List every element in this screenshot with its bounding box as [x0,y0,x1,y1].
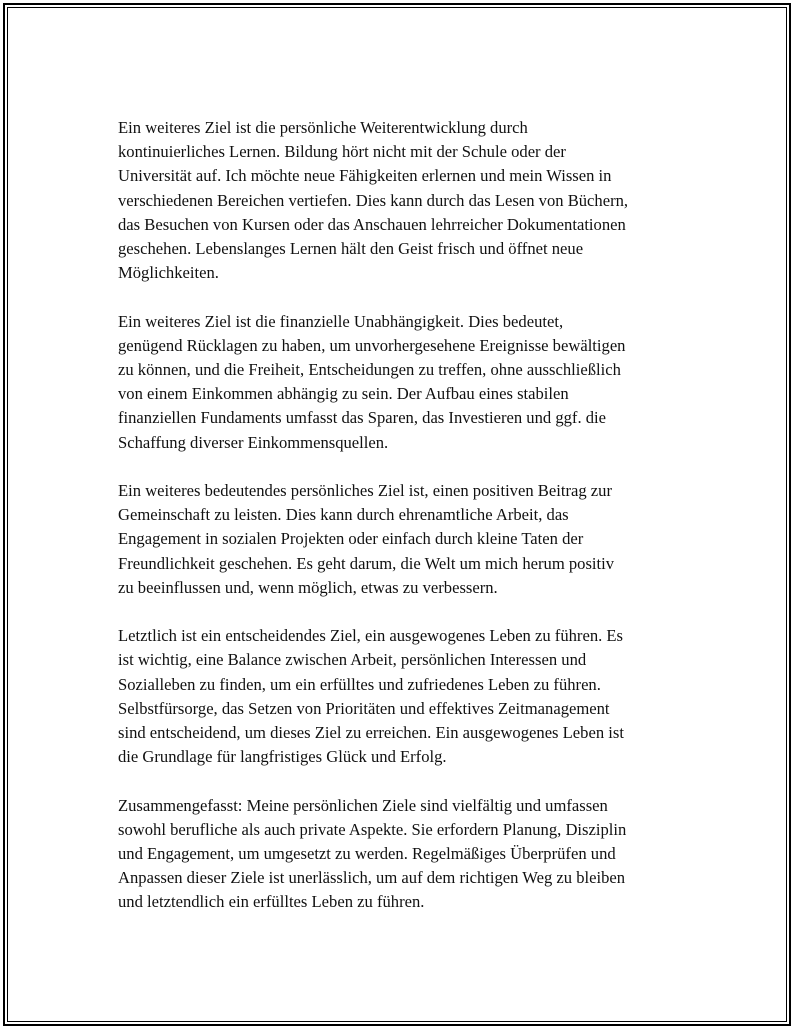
document-body [118,116,688,939]
paragraph-balance: Letztlich ist ein entscheidendes Ziel, ein ausgewogenes Leben zu führen. Es ist wichtig, eine Balance zwischen Arbeit, persönlichen Interessen und Sozialleben zu finden, um ein erfülltes und zufriedenes Leben zu führen. Selbstfürsorge, das Setzen von Prioritäten und effektives Zeitmanagement sind entscheidend, um dieses Ziel zu erreichen. Ein ausgewogenes Leben ist die Grundlage für langfristiges Glück und Erfolg. [118,626,624,767]
paragraph-zusammenfassung: Zusammengefasst: Meine persönlichen Ziele sind vielfältig und umfassen sowohl berufliche als auch private Aspekte. Sie erfordern Planung, Disziplin und Engagement, um umgesetzt zu werden. Regelmäßiges Überprüfen und Anpassen dieser Ziele ist unerlässlich, um auf dem richtigen Weg zu bleiben und letztendlich ein erfülltes Leben zu führen. [118,795,627,912]
paragraph-finanzen: Ein weiteres Ziel ist die finanzielle Unabhängigkeit. Dies bedeutet, genügend Rücklagen zu haben, um unvorhergesehene Ereignisse bewältigen zu können, und die Freiheit, Entscheidungen zu treffen, ohne ausschließlich von einem Einkommen abhängig zu sein. Der Aufbau eines stabilen finanziellen Fundaments umfasst das Sparen, das Investieren und ggf. die Schaffung diverser Einkommensquellen. [118,311,626,452]
paragraph-lernen: Ein weiteres Ziel ist die persönliche Weiterentwicklung durch kontinuierliches Lernen. Bildung hört nicht mit der Schule oder der Universität auf. Ich möchte neue Fähigkeiten erlernen und mein Wissen in verschiedenen Bereichen vertiefen. Dies kann durch das Lesen von Büchern, das Besuchen von Kursen oder das Anschauen lehrreicher Dokumentationen geschehen. Lebenslanges Lernen hält den Geist frisch und öffnet neue Möglichkeiten. [118,118,629,283]
paragraph-gemeinschaft: Ein weiteres bedeutendes persönliches Ziel ist, einen positiven Beitrag zur Gemeinschaft zu leisten. Dies kann durch ehrenamtliche Arbeit, das Engagement in sozialen Projekten oder einfach durch kleine Taten der Freundlichkeit geschehen. Es geht darum, die Welt um mich herum positiv zu beeinflussen und, wenn möglich, etwas zu verbessern. [118,481,615,597]
